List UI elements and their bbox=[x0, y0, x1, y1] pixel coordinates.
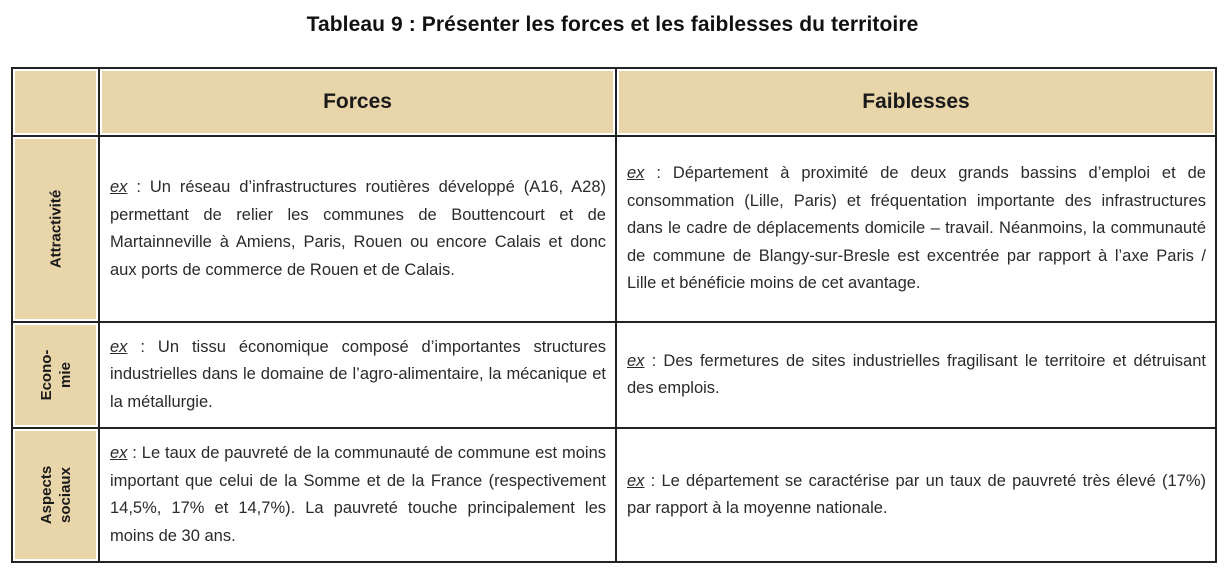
faiblesses-cell-aspects-sociaux bbox=[616, 428, 1216, 562]
faiblesses-text: : Département à proximité de deux grands bassins d’emploi et de consommation (Lille, Paris) et fréquentation importante des infrastructures dans le cadre de déplacements domicile – travail. Néanmoins, la communauté de commune de Blangy-sur-Bresle est excentrée par rapport à l’axe Paris / Lille et bénéficie moins de cet avantage. bbox=[627, 164, 1206, 293]
example-prefix: ex bbox=[110, 337, 128, 356]
forces-cell-aspects-sociaux bbox=[99, 428, 616, 562]
column-header-faiblesses: Faiblesses bbox=[616, 68, 1216, 136]
faiblesses-cell-economie bbox=[616, 322, 1216, 428]
column-header-forces: Forces bbox=[99, 68, 616, 136]
row-label-line2: sociaux bbox=[56, 467, 74, 523]
page-title: Tableau 9 : Présenter les forces et les faiblesses du territoire bbox=[306, 13, 919, 36]
faiblesses-text: : Le département se caractérise par un taux de pauvreté très élevé (17%) par rapport à la moyenne nationale. bbox=[627, 471, 1206, 517]
forces-text: : Un réseau d’infrastructures routières développé (A16, A28) permettant de relier les communes de Bouttencourt et de Martainneville à Amiens, Paris, Rouen ou encore Calais et donc aux ports de commerce de Rouen et de Calais. bbox=[110, 178, 606, 279]
row-label-aspects-sociaux bbox=[12, 428, 99, 562]
strengths-weaknesses-table bbox=[11, 67, 1217, 563]
forces-text: : Le taux de pauvreté de la communauté de commune est moins important que celui de la Somme et de la France (respectivement 14,5%, 17% et 14,7%). La pauvreté touche principalement les moins de 30 ans. bbox=[110, 444, 606, 545]
table-header-row bbox=[12, 68, 1216, 136]
table-row-attractivite bbox=[12, 136, 1216, 322]
faiblesses-text: : Des fermetures de sites industrielles fragilisant le territoire et détruisant des emplois. bbox=[627, 351, 1206, 397]
row-label-line1: Attractivité bbox=[47, 189, 64, 269]
example-prefix: ex bbox=[110, 444, 128, 462]
example-prefix: ex bbox=[110, 178, 128, 196]
forces-cell-economie bbox=[99, 322, 616, 428]
row-label-line1: Aspects bbox=[37, 465, 55, 525]
example-prefix: ex bbox=[627, 471, 645, 490]
row-label-economie bbox=[12, 322, 99, 428]
row-label-line1: Econo- bbox=[37, 349, 55, 401]
row-label-line2: mie bbox=[56, 362, 74, 388]
table-row-economie bbox=[12, 322, 1216, 428]
forces-cell-attractivite bbox=[99, 136, 616, 322]
forces-text: : Un tissu économique composé d’importantes structures industrielles dans le domaine de l’agro-alimentaire, la mécanique et la métallurgie. bbox=[110, 337, 606, 411]
faiblesses-cell-attractivite bbox=[616, 136, 1216, 322]
row-label-attractivite bbox=[12, 136, 99, 322]
table-row-aspects-sociaux bbox=[12, 428, 1216, 562]
example-prefix: ex bbox=[627, 351, 645, 370]
corner-cell bbox=[12, 68, 99, 136]
example-prefix: ex bbox=[627, 164, 645, 183]
